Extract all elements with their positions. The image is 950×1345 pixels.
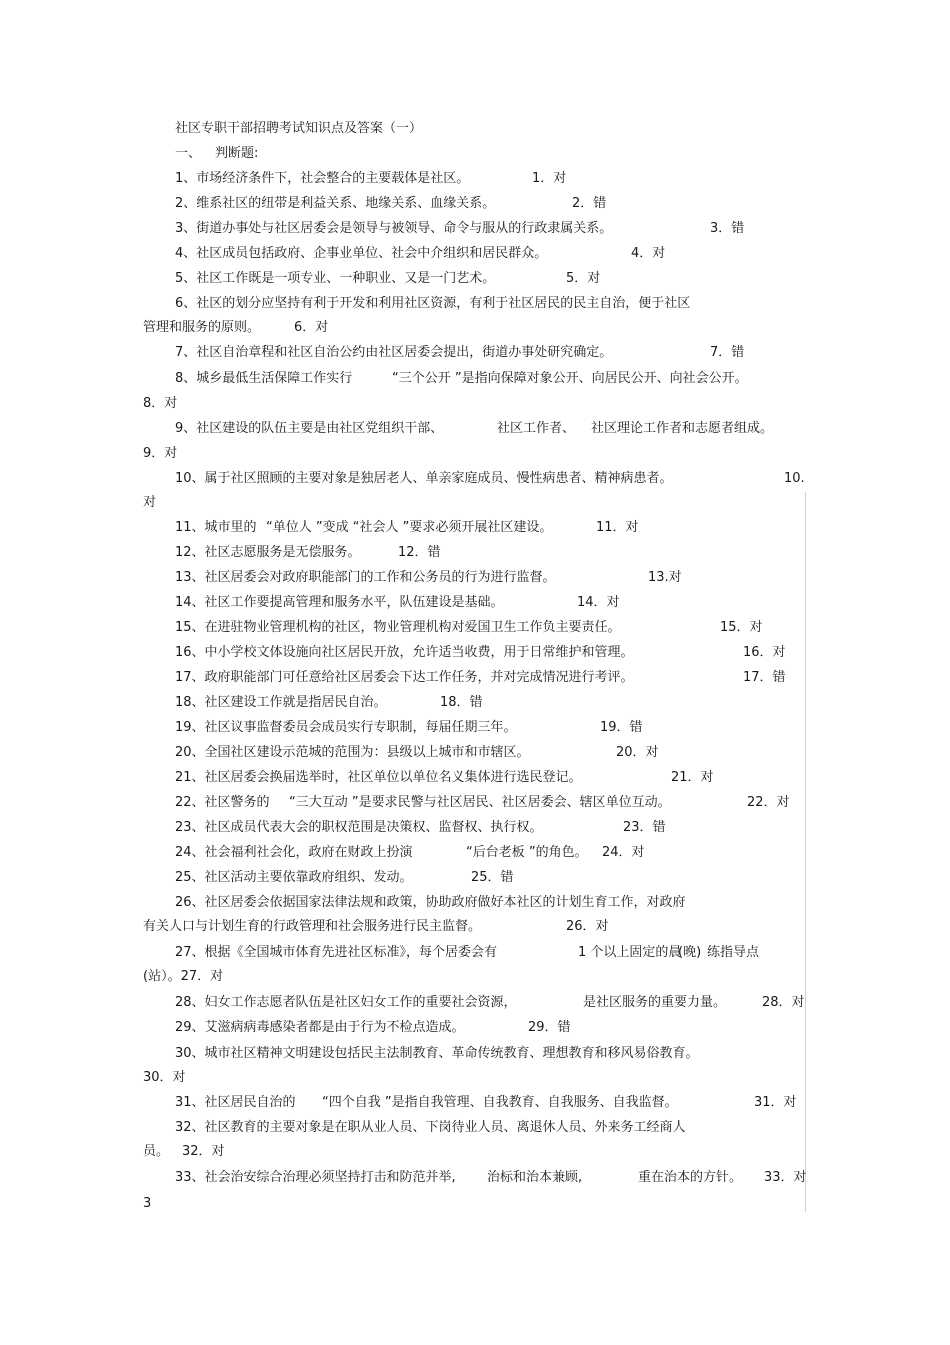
text-line	[0, 593, 950, 613]
section-label: 判断题:	[215, 146, 259, 161]
answer-text: 1．对	[532, 171, 567, 186]
text-line	[0, 1142, 950, 1162]
text-line	[0, 967, 950, 987]
text-line	[0, 543, 950, 563]
text-line	[0, 444, 950, 464]
text-line	[0, 1118, 950, 1138]
text-line	[0, 568, 950, 588]
answer-text: 5．对	[566, 271, 601, 286]
statement-text: 18、社区建设工作就是指居民自治。	[175, 695, 387, 710]
text-line	[0, 993, 950, 1013]
statement-text: 24、社会福利社会化，政府在财政上扮演	[175, 845, 413, 860]
answer-text: 32．对	[182, 1144, 225, 1159]
answer-text: 17．错	[743, 670, 786, 685]
statement-text: 2、维系社区的纽带是利益关系、地缘关系、血缘关系。	[175, 196, 496, 211]
statement-text: 27、根据《全国城市体育先进社区标准》，每个居委会有	[175, 945, 498, 960]
statement-text: “四个自我 ”是指自我管理、自我教育、自我服务、自我监督。	[322, 1095, 678, 1110]
answer-text: 23．错	[623, 820, 666, 835]
text-line	[0, 343, 950, 363]
text-line	[0, 1093, 950, 1113]
answer-text: 2．错	[572, 196, 607, 211]
answer-text: 29．错	[528, 1020, 571, 1035]
statement-text: 重在治本的方针。	[638, 1170, 743, 1185]
answer-text: 19．错	[600, 720, 643, 735]
section-number: 一、	[175, 146, 202, 161]
statement-text: 5、社区工作既是一项专业、一种职业、又是一门艺术。	[175, 271, 496, 286]
answer-text: 15．对	[720, 620, 763, 635]
statement-text: 16、中小学校文体设施向社区居民开放，允许适当收费，用于日常维护和管理。	[175, 645, 634, 660]
statement-text: 有关人口与计划生育的行政管理和社会服务进行民主监督。	[143, 919, 482, 934]
answer-text: 练指导点	[707, 945, 760, 960]
text-line	[0, 618, 950, 638]
statement-text: 是社区服务的重要力量。	[583, 995, 727, 1010]
statement-text: 8．对	[143, 396, 178, 411]
statement-text: 28、妇女工作志愿者队伍是社区妇女工作的重要社会资源，	[175, 995, 517, 1010]
answer-text: 33．对	[764, 1170, 807, 1185]
answer-text: 11．对	[596, 520, 639, 535]
statement-text: 13、社区居委会对政府职能部门的工作和公务员的行为进行监督。	[175, 570, 556, 585]
answer-text: 20．对	[616, 745, 659, 760]
statement-text: 14、社区工作要提高管理和服务水平，队伍建设是基础。	[175, 595, 504, 610]
statement-text: 9、社区建设的队伍主要是由社区党组织干部、	[175, 421, 444, 436]
answer-text: 3．错	[710, 221, 745, 236]
statement-text: 管理和服务的原则。	[143, 320, 261, 335]
text-line	[0, 868, 950, 888]
text-line	[0, 1068, 950, 1088]
statement-text: (站）。27．对	[143, 969, 224, 984]
statement-text: 8、城乡最低生活保障工作实行	[175, 371, 353, 386]
statement-text: 29、艾滋病病毒感染者都是由于行为不检点造成。	[175, 1020, 465, 1035]
text-line	[0, 394, 950, 414]
statement-text: 21、社区居委会换届选举时，社区单位以单位名义集体进行选民登记。	[175, 770, 582, 785]
text-line	[0, 643, 950, 663]
text-line	[0, 793, 950, 813]
answer-text: 22．对	[747, 795, 790, 810]
text-line	[0, 1044, 950, 1064]
text-line	[0, 269, 950, 289]
statement-text: 1 个以上固定的晨	[578, 945, 682, 960]
statement-text: 6、社区的划分应坚持有利于开发和利用社区资源，有利于社区居民的民主自治，便于社区	[175, 296, 691, 311]
statement-text: 对	[143, 495, 157, 510]
text-line	[0, 1018, 950, 1038]
statement-text: 22、社区警务的	[175, 795, 270, 810]
statement-text: 员。	[143, 1144, 170, 1159]
text-line	[0, 493, 950, 513]
statement-text: 3、街道办事处与社区居委会是领导与被领导、命令与服从的行政隶属关系。	[175, 221, 613, 236]
statement-text: 30．对	[143, 1070, 186, 1085]
text-line	[0, 693, 950, 713]
text-line	[0, 469, 950, 489]
statement-text: “后台老板 ”的角色。	[466, 845, 588, 860]
answer-text: 18．错	[440, 695, 483, 710]
text-line	[0, 194, 950, 214]
text-line	[0, 818, 950, 838]
answer-text: 6．对	[294, 320, 329, 335]
text-line	[0, 518, 950, 538]
text-line	[0, 419, 950, 439]
statement-text: (晚)	[678, 945, 702, 960]
answer-text: 7．错	[710, 345, 745, 360]
text-line	[0, 743, 950, 763]
answer-text: 28．对	[762, 995, 805, 1010]
section-heading	[0, 144, 950, 164]
text-line	[0, 1168, 950, 1188]
statement-text: 26、社区居委会依据国家法律法规和政策，协助政府做好本社区的计划生育工作，对政府	[175, 895, 686, 910]
statement-text: 25、社区活动主要依靠政府组织、发动。	[175, 870, 413, 885]
statement-text: 社区工作者、	[497, 421, 576, 436]
statement-text: 11、城市里的	[175, 520, 257, 535]
text-line	[0, 369, 950, 389]
statement-text: 7、社区自治章程和社区自治公约由社区居委会提出，街道办事处研究确定。	[175, 345, 613, 360]
text-line	[0, 169, 950, 189]
answer-text: 24．对	[602, 845, 645, 860]
statement-text: 4、社区成员包括政府、企事业单位、社会中介组织和居民群众。	[175, 246, 548, 261]
statement-text: 33、社会治安综合治理必须坚持打击和防范并举,	[175, 1170, 456, 1185]
statement-text: “三大互动 ”是要求民警与社区居民、社区居委会、辖区单位互动。	[289, 795, 671, 810]
text-line	[0, 943, 950, 963]
document-title	[0, 119, 950, 139]
statement-text: 15、在进驻物业管理机构的社区，物业管理机构对爱国卫生工作负主要责任。	[175, 620, 621, 635]
text-line	[0, 294, 950, 314]
answer-text: 社区理论工作者和志愿者组成。	[591, 421, 774, 436]
text-line	[0, 893, 950, 913]
statement-text: “单位人 ”变成 “社会人 ”要求必须开展社区建设。	[266, 520, 553, 535]
answer-text: 12．错	[398, 545, 441, 560]
text-line	[0, 668, 950, 688]
statement-text: 19、社区议事监督委员会成员实行专职制，每届任期三年。	[175, 720, 517, 735]
statement-text: 23、社区成员代表大会的职权范围是决策权、监督权、执行权。	[175, 820, 543, 835]
statement-text: 治标和治本兼顾,	[487, 1170, 583, 1185]
statement-text: 10、属于社区照顾的主要对象是独居老人、单亲家庭成员、慢性病患者、精神病患者。	[175, 471, 673, 486]
answer-text: 10.	[784, 471, 805, 486]
answer-text: 16．对	[743, 645, 786, 660]
statement-text: 31、社区居民自治的	[175, 1095, 296, 1110]
text-line	[0, 843, 950, 863]
statement-text: 9．对	[143, 446, 178, 461]
text-line	[0, 718, 950, 738]
statement-text: 17、政府职能部门可任意给社区居委会下达工作任务，并对完成情况进行考评。	[175, 670, 634, 685]
answer-text: 13.对	[648, 570, 682, 585]
text-line	[0, 219, 950, 239]
answer-text: 21．对	[671, 770, 714, 785]
text-line	[0, 318, 950, 338]
statement-text: 20、全国社区建设示范城的范围为：县级以上城市和市辖区。	[175, 745, 530, 760]
statement-text: 3	[143, 1196, 152, 1211]
text-line	[0, 768, 950, 788]
answer-text: 31．对	[754, 1095, 797, 1110]
statement-text: 1、市场经济条件下，社会整合的主要载体是社区。	[175, 171, 470, 186]
title-text: 社区专职干部招聘考试知识点及答案（一）	[175, 121, 423, 136]
statement-text: 32、社区教育的主要对象是在职从业人员、下岗待业人员、离退休人员、外来务工经商人	[175, 1120, 686, 1135]
text-line	[0, 917, 950, 937]
statement-text: 12、社区志愿服务是无偿服务。	[175, 545, 361, 560]
answer-text: 26．对	[566, 919, 609, 934]
answer-text: 4．对	[631, 246, 666, 261]
statement-text: 30、城市社区精神文明建设包括民主法制教育、革命传统教育、理想教育和移风易俗教育。	[175, 1046, 699, 1061]
text-line	[0, 244, 950, 264]
text-line	[0, 1194, 950, 1214]
answer-text: 14．对	[577, 595, 620, 610]
answer-text: “三个公开 ”是指向保障对象公开、向居民公开、向社会公开。	[392, 371, 748, 386]
answer-text: 25．错	[471, 870, 514, 885]
